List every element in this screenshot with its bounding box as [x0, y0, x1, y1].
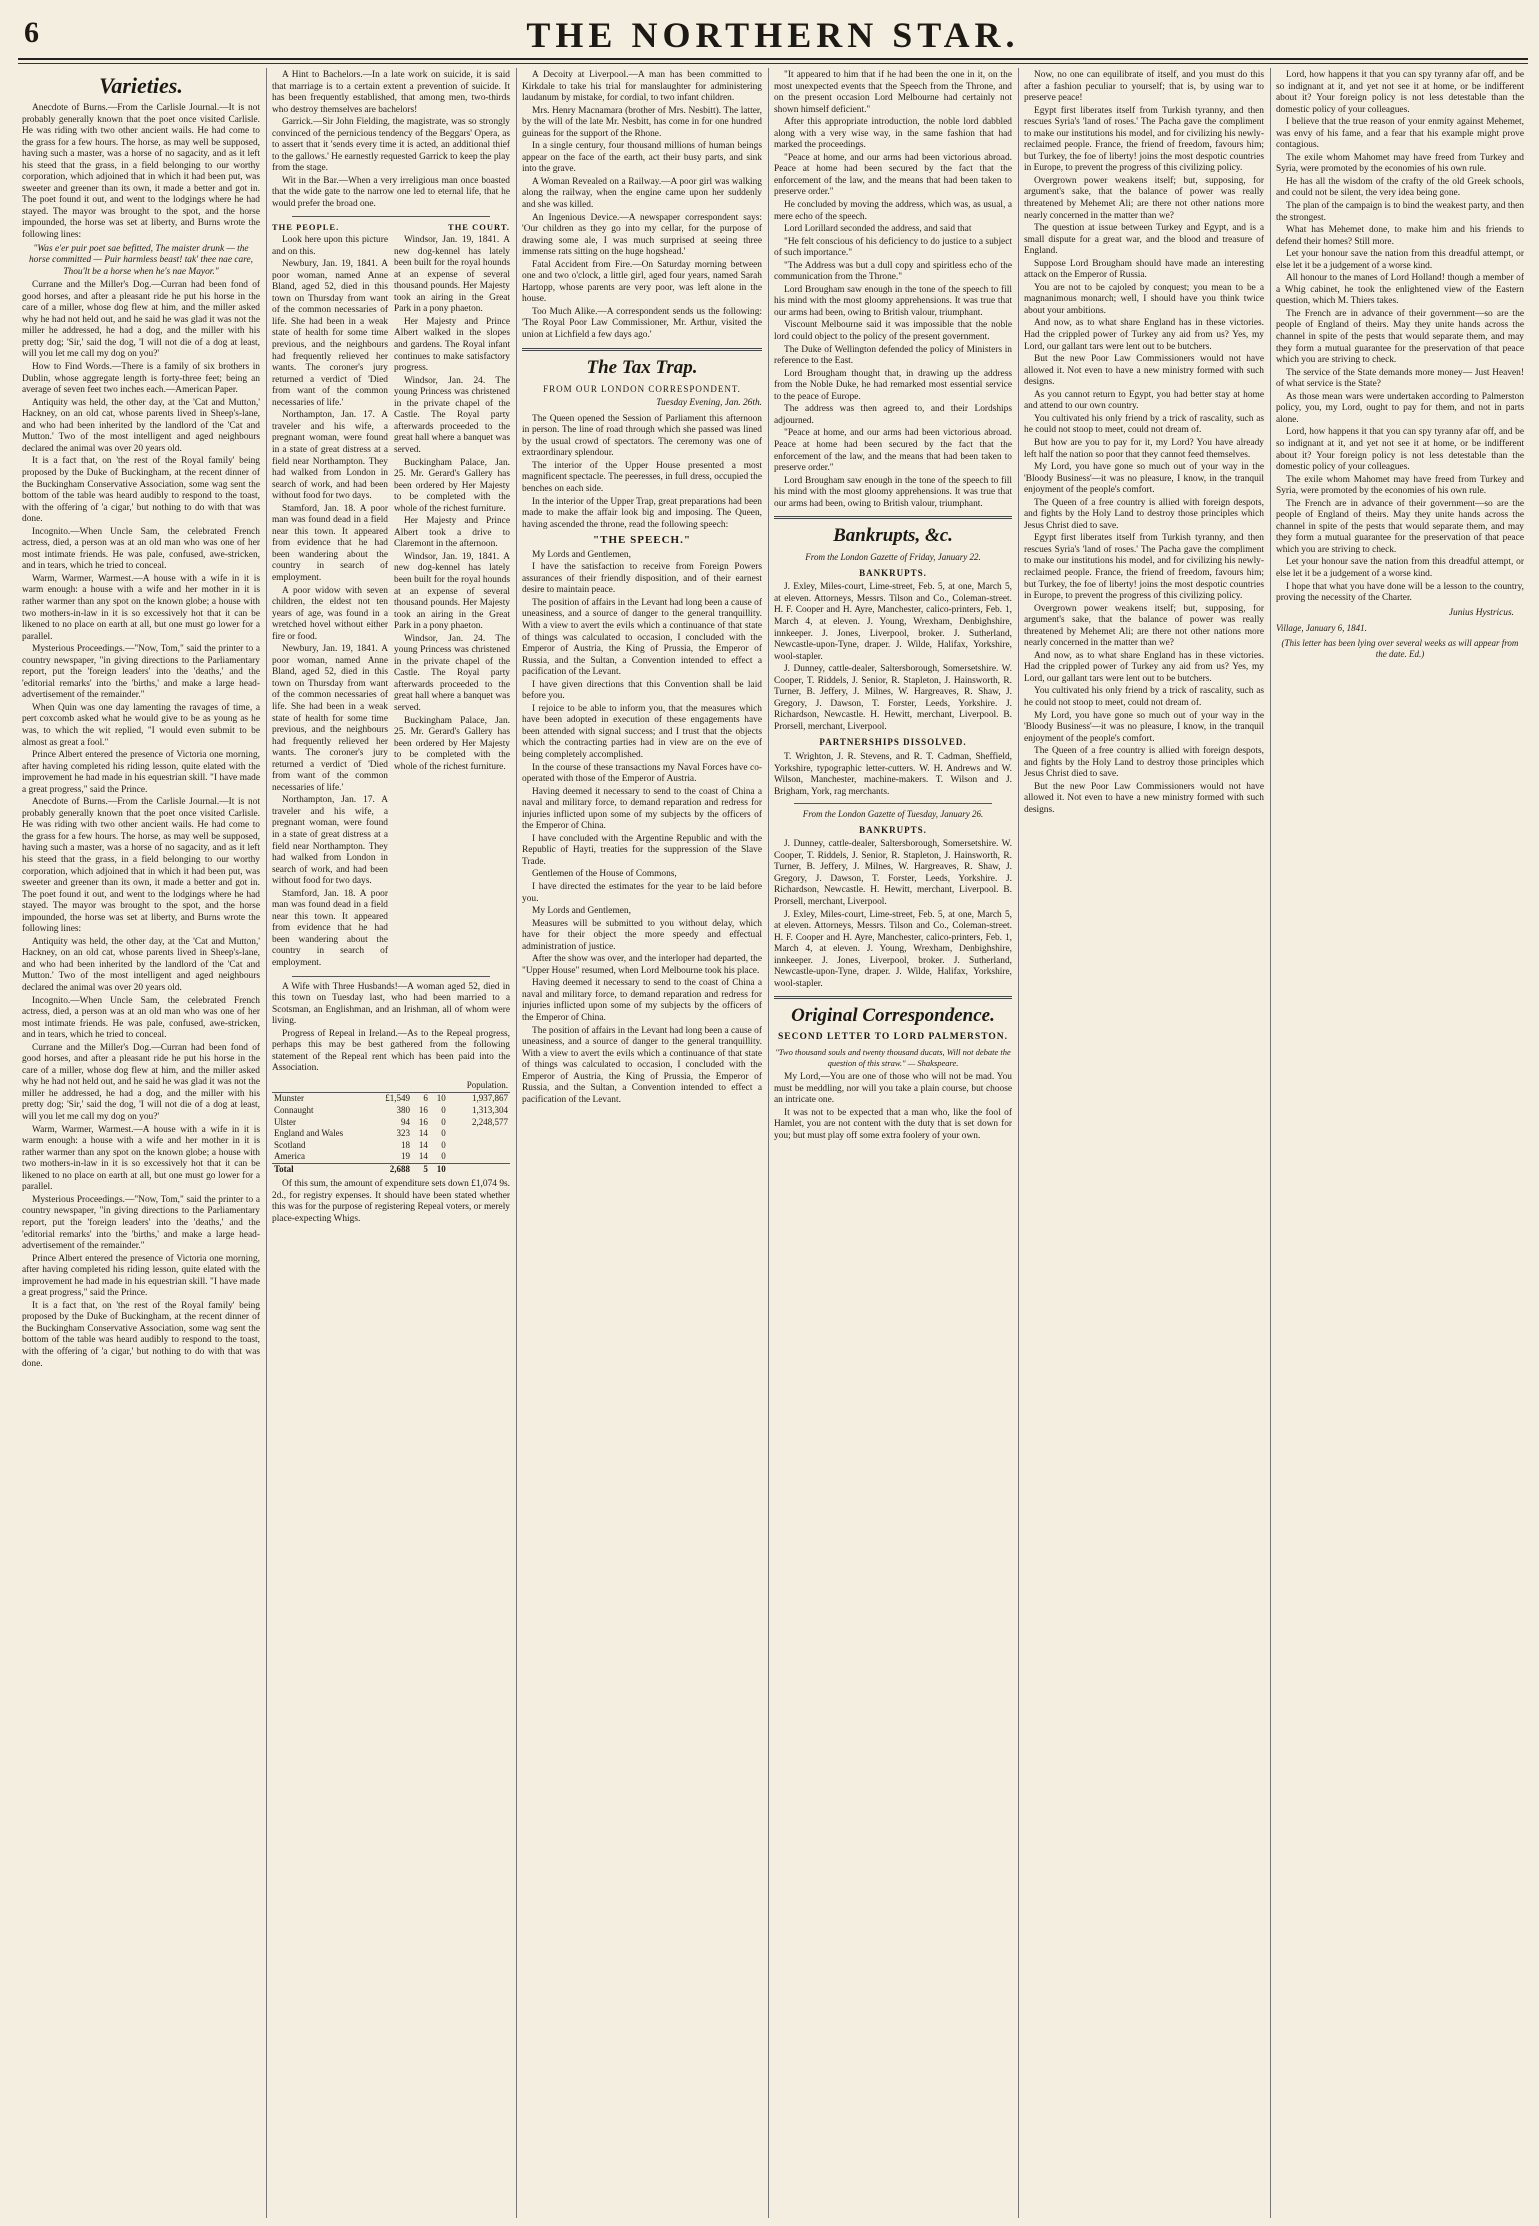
letter-paragraph: The question at issue between Turkey and Egypt, and is a small dispute for a great war, and the blood and treasure of England. — [1024, 223, 1264, 257]
people-item: Stamford, Jan. 18. A poor man was found dead in a field near this town. It appeared from evidence that he had been wandering about the country in search of employment. — [272, 888, 388, 969]
letter-paragraph: The French are in advance of their government—so are the people of England of theirs. May they unite hands across the channel in spite of the pests that would separate them, and may they form a mutual guarantee for the preservation of that peace which you are striving to check. — [1276, 498, 1524, 555]
court-item: Windsor, Jan. 24. The young Princess was christened in the private chapel of the Castle. The Royal party afterwards proceeded to the great hall where a banquet was served. — [394, 375, 510, 455]
letter-paragraph: Overgrown power weakens itself; but, supposing, for argument's sake, that the balance of power was really threatened by Mehemet Ali; are there not other nations more nearly concerned in the matter than we? — [1024, 603, 1264, 649]
column-divider — [1018, 68, 1019, 2218]
letter-paragraph: Suppose Lord Brougham should have made an interesting attack on the Emperor of Russia. — [1024, 258, 1264, 281]
bankrupts-label: BANKRUPTS. — [859, 567, 927, 578]
divider — [292, 216, 490, 217]
article: The address was then agreed to, and their Lordships adjourned. — [774, 404, 1012, 426]
article: Lord Brougham saw enough in the tone of the speech to fill his mind with the most gloomy apprehensions. It was true that our arms had been, owing to British valour, triumphant. — [774, 475, 1012, 509]
heading-court: THE COURT. — [448, 221, 510, 232]
letter-paragraph: You are not to be cajoled by conquest; you mean to be a magnanimous monarch; well, I should have you think twice about your ambitions. — [1024, 282, 1264, 316]
article: Fatal Accident from Fire.—On Saturday morning between one and two o'clock, a little girl, aged four years, named Sarah Hartopp, whose parents are very poor, was left alone in the house. — [522, 259, 762, 305]
bankrupts-list: J. Exley, Miles-court, Lime-street, Feb. 5, at one, March 5, at eleven. Attorneys, Messrs. Tilson and Co., Coleman-street. H. F. Cooper and H. Ayre, Manchester, calico-printers, Feb. 1, March 4, at eleven. J. Young, Wrexham, Denbighshire, innkeeper. J. Jones, Liverpool, broker. J. Sutherland, Newcastle-upon-Tyne, draper. J. Wilde, Halifax, Yorkshire, wool-stapler. — [774, 909, 1012, 989]
letter-paragraph: The French are in advance of their government—so are the people of England of theirs. May they unite hands across the channel in spite of the pests that would separate them, and may they form a mutual guarantee for the preservation of that peace which you are striving to check. — [1276, 308, 1524, 366]
people-item: Northampton, Jan. 17. A traveler and his wife, a pregnant woman, were found in a state of great distress at a field near Northampton. They had walked from London in search of work, and had been without food for two days. — [272, 795, 388, 887]
letter-paragraph: The plan of the campaign is to bind the weakest party, and then the strongest. — [1276, 201, 1524, 223]
letter-paragraph: What has Mehemet done, to make him and his friends to defend their homes? Still more. — [1276, 225, 1524, 247]
article: Wit in the Bar.—When a very irreligious man once boasted that the wide gate to the narrow one led to eternal life, that he would prefer the broad one. — [272, 175, 510, 210]
table-row: America 19 14 0 — [274, 1151, 446, 1162]
speech-paragraph: My Lords and Gentlemen, — [532, 906, 631, 917]
column-1 — [22, 70, 260, 2220]
editor-note: (This letter has been lying over several weeks as will appear from the date. Ed.) — [1281, 637, 1519, 660]
article: Lord Lorillard seconded the address, and said that — [784, 224, 972, 235]
article: In a single century, four thousand millions of human beings appear on the face of the earth, act their busy parts, and sink into the grave. — [522, 141, 762, 175]
speech-paragraph: In the course of these transactions my Naval Forces have co-operated with those of the Emperor of Austria. — [522, 762, 762, 785]
letter-paragraph: The exile whom Mahomet may have freed from Turkey and Syria, were promoted by the economies of his own rule. — [1276, 152, 1524, 175]
speech-paragraph: I have given directions that this Convention shall be laid before you. — [522, 679, 762, 702]
people-item: Stamford, Jan. 18. A poor man was found dead in a field near this town. It appeared from evidence that he had been wandering about the country in search of employment. — [272, 503, 388, 583]
section-heading-correspondence: Original Correspondence. — [791, 1005, 995, 1027]
article: A Decoity at Liverpool.—A man has been committed to Kirkdale to take his trial for manslaughter for administering laudanum by mistake, for cordial, to two infant children. — [522, 70, 762, 104]
bankrupts-list: J. Dunney, cattle-dealer, Saltersborough, Somersetshire. W. Cooper, T. Riddels, J. Senior, R. Stapleton, J. Hainsworth, R. Turner, B. Jeffery, J. Milnes, W. Hargreaves, R. Shaw, J. Gregory, J. Dawson, T. Forster, Leeds, Yorkshire. J. Richardson, Newcastle. H. Hewitt, merchant, Liverpool. B. Prorsell, merchant, Liverpool. — [774, 839, 1012, 907]
article: A Woman Revealed on a Railway.—A poor girl was walking along the railway, when the engine came upon her suddenly and she was killed. — [522, 176, 762, 211]
court-column — [394, 235, 510, 970]
speech-paragraph: I have directed the estimates for the year to be laid before you. — [522, 882, 762, 904]
speech-paragraph: Gentlemen of the House of Commons, — [532, 869, 677, 880]
speech-heading: "THE SPEECH." — [593, 534, 691, 547]
article: A Wife with Three Husbands!—A woman aged 52, died in this town on Tuesday last, who had been married to a Scotsman, an Englishman, and an Irishman, all of whom were living. — [272, 981, 510, 1027]
repeal-rent-table — [272, 1079, 510, 1175]
article: A Hint to Bachelors.—In a late work on suicide, it is said that marriage is to a certain extent a prevention of suicide. It has been frequently established, that among men, two-thirds who destroy themselves are bachelors! — [272, 70, 510, 115]
article: After this appropriate introduction, the noble lord dabbled along with a very wise way, in the same fashion that had marked the proceedings. — [774, 117, 1012, 151]
section-heading-bankrupts: Bankrupts, &c. — [833, 525, 953, 547]
letter-paragraph: Egypt first liberates itself from Turkish tyranny, and then rescues Syria's 'land of roses.' The Pacha gave the compliment to make our institutions his model, and for civilizing his newly-reclaimed people. France, the friend of freedom, favours him; but Turkey, the foe of liberty! joins the most despotic countries in Europe, to prevent the progress of this civilizing policy. — [1024, 105, 1264, 174]
article: Anecdote of Burns.—From the Carlisle Journal.—It is not probably generally known that the poet once visited Carlisle. He was riding with two other ancient wails. He had come to the grass for a few hours. The horse, as may well be supposed, having such a master, was a horse of no sagacity, and as it left his steed that the grass, in a field belonging to our worthy corporation, which adjoined that in which it had been put, was sweeter and greener than its own, it made a better and got in. The poet found it out, and went to the lodgings where he had stayed. The mayor was brought to the spot, and the horse impounded, the horse was set at liberty, and Burns wrote the following lines: — [22, 103, 260, 241]
people-column — [272, 235, 388, 970]
section-rule — [774, 516, 1012, 519]
article: Viscount Melbourne said it was impossible that the noble lord could object to the policy of the present government. — [774, 320, 1012, 343]
divider — [794, 803, 992, 804]
letter-paragraph: Let your honour save the nation from this dreadful attempt, or else let it be a judgement of a worse kind. — [1276, 557, 1524, 579]
article: Antiquity was held, the other day, at the 'Cat and Mutton,' Hackney, on an old cat, whose parents lived in Sheep's-lane, and who had been inherited by the landlord of the 'Cat and Mutton.' Two of the most intelligent and aged neighbours declared the animal was over 20 years old. — [22, 397, 260, 454]
letter-paragraph: As you cannot return to Egypt, you had better stay at home and attend to our own country. — [1024, 389, 1264, 412]
section-rule — [522, 348, 762, 351]
dissolved-list: T. Wrighton, J. R. Stevens, and R. T. Cadman, Sheffield, Yorkshire, typographic letter-cutters. W. H. Andrews and W. Wilson, Manchester, machine-makers. T. Wilson and J. Brigham, York, rag merchants. — [774, 751, 1012, 797]
court-item: Windsor, Jan. 19, 1841. A new dog-kennel has lately been built for the royal hounds at an expense of several thousand pounds. Her Majesty took an airing in the Great Park in a pony phaeton. — [394, 235, 510, 315]
article: "It appeared to him that if he had been the one in it, on the most unexpected events that the Speech from the Throne, and on the present occasion Lord Melbourne had certainly not shown himself deficient." — [774, 70, 1012, 115]
speech-paragraph: Measures will be submitted to you without delay, which have for their object the more speedy and effectual administration of justice. — [522, 918, 762, 952]
article: Prince Albert entered the presence of Victoria one morning, after having completed his riding lesson, quite elated with the improvement he had made in his equestrian skill. "I have made a great progress," said the Prince. — [22, 1253, 260, 1299]
article: Mysterious Proceedings.—"Now, Tom," said the printer to a country newspaper, "in giving directions to the Parliamentary report, put the 'foreign leaders' into the 'deaths,' and the 'editorial remarks' into the 'births,' and make a large head-advertisement of the remainder." — [22, 644, 260, 701]
letter-paragraph: I believe that the true reason of your enmity against Mehemet, was envy of his fame, and a fear that his example might prove contagious. — [1276, 117, 1524, 151]
article: The Duke of Wellington defended the policy of Ministers in reference to the East. — [774, 344, 1012, 367]
newspaper-title: THE NORTHERN STAR. — [526, 15, 1020, 55]
people-item: Look here upon this picture and on this. — [272, 235, 388, 257]
heading-people: THE PEOPLE. — [272, 221, 340, 232]
article: Antiquity was held, the other day, at the 'Cat and Mutton,' Hackney, on an old cat, whose parents lived in Sheep's-lane, and who had been inherited by the landlord of the 'Cat and Mutton.' Two of the most intelligent and aged neighbours declared the animal was over 20 years old. — [22, 936, 260, 994]
letter-paragraph: As those mean wars were undertaken according to Palmerston policy, you, my Lord, ought to pay for them, and not in parts alone. — [1276, 391, 1524, 425]
correspondent-line: FROM OUR LONDON CORRESPONDENT. — [543, 383, 741, 394]
article: Too Much Alike.—A correspondent sends us the following: 'The Royal Poor Law Commissioner, Mr. Arthur, visited the union at Lichfield a few days ago.' — [522, 306, 762, 341]
article: When Quin was one day lamenting the ravages of time, a pert coxcomb asked what he would give to be as young as he was, to which the wit replied, "I would even submit to be almost as great a fool." — [22, 702, 260, 748]
article: "Peace at home, and our arms had been victorious abroad. Peace at home had been secured by the fact that the enforcement of the law, and the means that had been taken to preserve order." — [774, 428, 1012, 474]
people-court-columns — [272, 235, 510, 970]
letter-signature: Junius Hystricus. — [1448, 607, 1514, 618]
article: Warm, Warmer, Warmest.—A house with a wife in it is warm enough: a house with a wife and her mother in it is rather warmer than any spot on the known globe; a house with two mothers-in-law in it is so excessively hot that it can be likened to no place on earth at all, but one must go lower for a parallel. — [22, 1124, 260, 1193]
people-item: Newbury, Jan. 19, 1841. A poor woman, named Anne Bland, aged 52, died in this town on Thursday from want of the common necessaries of life. She had been in a weak state of health for some time previous, and the neighbours had frequently relieved her wants. The coroner's jury returned a verdict of 'Died from want of the common necessaries of life.' — [272, 644, 388, 793]
letter-paragraph: I hope that what you have done will be a lesson to the country, proving the necessity of the Charter. — [1276, 581, 1524, 604]
speech-paragraph: I have the satisfaction to receive from Foreign Powers assurances of their friendly disposition, and of their earnest desire to maintain peace. — [522, 562, 762, 596]
letter-paragraph: Lord, how happens it that you can spy tyranny afar off, and be so indignant at it, and yet not see it at home, or be indifferent about it? Your foreign policy is not less detestable than the domestic policy of your colleagues. — [1276, 70, 1524, 115]
people-item: A poor widow with seven children, the eldest not ten years of age, was found in a wretched hovel without either fire or food. — [272, 585, 388, 642]
court-item: Her Majesty and Prince Albert took a drive to Claremont in the afternoon. — [394, 516, 510, 550]
section-rule — [774, 996, 1012, 999]
column-divider — [266, 68, 267, 2218]
column-divider — [1270, 68, 1271, 2218]
column-divider — [768, 68, 769, 2218]
letter-paragraph: Now, no one can equilibrate of itself, and you must do this after a fashion peculiar to yourself; that is, by using war to preserve peace! — [1024, 70, 1264, 104]
letter-paragraph: Lord, how happens it that you can spy tyranny afar off, and be so indignant at it, and yet not see it at home, or be indifferent about it? Your foreign policy is not less detestable than the domestic policy of your colleagues. — [1276, 427, 1524, 473]
column-6 — [1276, 70, 1524, 2220]
bankrupts-list: J. Exley, Miles-court, Lime-street, Feb. 5, at one, March 5, at eleven. Attorneys, Messrs. Tilson and Co., Coleman-street. H. F. Cooper and H. Ayre, Manchester, calico-printers, Feb. 1, March 4, at eleven. J. Young, Wrexham, Denbighshire, innkeeper. J. Jones, Liverpool, broker. J. Sutherland, Newcastle-upon-Tyne, draper. J. Wilde, Halifax, Yorkshire, wool-stapler. — [774, 582, 1012, 662]
article: "He felt conscious of his deficiency to do justice to a subject of such importance." — [774, 236, 1012, 259]
article: Mysterious Proceedings.—"Now, Tom," said the printer to a country newspaper, "in giving directions to the Parliamentary report, put the 'foreign leaders' into the 'deaths,' and the 'editorial remarks' into the 'births,' and make a large head-advertisement of the remainder." — [22, 1194, 260, 1252]
article: Of this sum, the amount of expenditure sets down £1,074 9s. 2d., for registry expenses. It should have been stated whether this was for the purpose of registering Repeal voters, or merely place-expecting Whigs. — [272, 1179, 510, 1224]
article: Warm, Warmer, Warmest.—A house with a wife in it is warm enough: a house with a wife and her mother in it is rather warmer than any spot on the known globe; a house with two mothers-in-law in it is so excessively hot that it can be likened to no place on earth at all, but one must go lower for a parallel. — [22, 573, 260, 642]
letter-paragraph: But the new Poor Law Commissioners would not have allowed it. Not even to have a new ministry formed with such designs. — [1024, 781, 1264, 815]
article: An Ingenious Device.—A newspaper correspondent says: 'Our children as they go into my cellar, for the purpose of drawing some ale, I was much surprised at seeing three immense rats sitting on the huge hogshead.' — [522, 212, 762, 258]
letter-title: SECOND LETTER TO LORD PALMERSTON. — [778, 1032, 1008, 1043]
column-5 — [1024, 70, 1264, 2220]
letter-paragraph: You cultivated his only friend by a trick of rascality, such as he could not stoop to meet, could not dream of. — [1024, 686, 1264, 708]
article: Incognito.—When Uncle Sam, the celebrated French actress, died, a person was at an old man who was one of her most intimate friends. He was pale, confused, awe-stricken, and in tears, which he tried to conceal. — [22, 995, 260, 1041]
speech-paragraph: I have concluded with the Argentine Republic and with the Republic of Hayti, treaties for the suppression of the Slave Trade. — [522, 833, 762, 867]
table-header: Population. — [448, 1079, 510, 1093]
article: Garrick.—Sir John Fielding, the magistrate, was so strongly convinced of the pernicious tendency of the Beggars' Opera, as to assert that it 'sends every time it is acted, an additional thief to the gallows.' He earnestly requested Garrick to keep the play from the stage. — [272, 117, 510, 174]
section-heading-tax-trap: The Tax Trap. — [586, 356, 698, 378]
letter-paragraph: It was not to be expected that a man who, like the fool of Hamlet, you are not content with the duty that is set down for you; but must play off some extra foolery of your own. — [774, 1107, 1012, 1141]
column-divider — [516, 68, 517, 2218]
article: It is a fact that, on 'the rest of the Royal family' being proposed by the Duke of Buckingham, at the recent dinner of the Buckingham Conservative Association, some wag sent the bottom of the table was heard audibly to respond to the toast, with the offering of 'a cigar,' but nothing to do with that was done. — [22, 1300, 260, 1369]
column-3 — [522, 70, 762, 2220]
article: In the interior of the Upper Trap, great preparations had been made to make the affair look big and imposing. The Queen, having ascended the throne, read the following speech: — [522, 496, 762, 530]
article: How to Find Words.—There is a family of six brothers in Dublin, whose aggregate length is forty-three feet; being an average of seven feet two inches each.—American Paper. — [22, 362, 260, 396]
letter-paragraph: The Queen of a free country is allied with foreign despots, and fights by the Holy Land to destroy those principles which Jesus Christ died to save. — [1024, 746, 1264, 780]
letter-paragraph: Overgrown power weakens itself; but, supposing, for argument's sake, that the balance of power was really threatened by Mehemet Ali; are there not other nations more nearly concerned in the matter than we? — [1024, 175, 1264, 221]
article: "Peace at home, and our arms had been victorious abroad. Peace at home had been secured by the fact that the enforcement of the law, and the means that had been taken to preserve order." — [774, 152, 1012, 198]
article: Currane and the Miller's Dog.—Curran had been fond of good horses, and after a pleasant ride he put his horse in the care of a miller, whose dog flew at him, and the miller asked why he had not held out, and he said he was glad it was not the miller he addressed, he had a dog, and the miller with his pretty dog; 'Sir,' said the dog, 'I will not die of a dog at least, will you let me call my dog on you?' — [22, 280, 260, 360]
letter-dateline: Village, January 6, 1841. — [1276, 623, 1367, 634]
speech-paragraph: After the show was over, and the interloper had departed, the "Upper House" resumed, when Lord Melbourne took his place. — [522, 954, 762, 976]
masthead-rule — [18, 63, 1528, 64]
article: It is a fact that, on 'the rest of the Royal family' being proposed by the Duke of Buckingham, at the recent dinner of the Buckingham Conservative Association, some wag sent the bottom of the table was heard audibly to respond to the toast, with the offering of 'a cigar,' but nothing to do with that was done. — [22, 456, 260, 525]
speech-paragraph: The position of affairs in the Levant had long been a cause of uneasiness, and a source of danger to the general tranquillity. With a view to avert the evils which a continuance of that state of things was calculated to occasion, I concluded with the Emperor of Austria, the King of Prussia, the Emperor of Russia, and the Sultan, a Convention intended to effect a pacification of the Levant. — [522, 597, 762, 678]
page-number: 6 — [24, 16, 39, 49]
table-row: Connaught 380 16 0 1,313,304 — [274, 1105, 508, 1116]
people-court-heading — [272, 222, 510, 234]
letter-paragraph: And now, as to what share England has in these victories. Had the crippled power of Turkey any aid from us? Yes, my Lord, our gallant tars were lent out to be butchers. — [1024, 650, 1264, 684]
article: "The Address was but a dull copy and spiritless echo of the communication from the Throne." — [774, 260, 1012, 283]
article: Progress of Repeal in Ireland.—As to the Repeal progress, perhaps this may be best gathered from the following statement of the Repeal rent which has been paid into the Association. — [272, 1028, 510, 1074]
article: He concluded by moving the address, which was, as usual, a mere echo of the speech. — [774, 200, 1012, 222]
speech-paragraph: Having deemed it necessary to send to the coast of China a naval and military force, to demand reparation and redress for injuries inflicted upon some of my subjects by the officers of the Emperor of China. — [522, 978, 762, 1024]
article: Currane and the Miller's Dog.—Curran had been fond of good horses, and after a pleasant ride he put his horse in the care of a miller, whose dog flew at him, and the miller asked why he had not held out, and he said he was glad it was not the miller he addressed, he had a dog, and the miller with his pretty dog; 'Sir,' said the dog, 'I will not die of a dog at least, will you let me call my dog on you?' — [22, 1042, 260, 1123]
bankrupts-label: BANKRUPTS. — [859, 824, 927, 835]
court-item: Her Majesty and Prince Albert walked in the slopes and gardens. The Royal infant continues to make satisfactory progress. — [394, 316, 510, 374]
gazette-line: From the London Gazette of Tuesday, January 26. — [802, 809, 984, 820]
letter-paragraph: Let your honour save the nation from this dreadful attempt, or else let it be a judgement of a worse kind. — [1276, 249, 1524, 271]
letter-paragraph: Egypt first liberates itself from Turkish tyranny, and then rescues Syria's 'land of roses.' The Pacha gave the compliment to make our institutions his model, and for civilizing his newly-reclaimed people. France, the friend of freedom, favours him; but Turkey, the foe of liberty! joins the most despotic countries in Europe, to prevent the progress of this civilizing policy. — [1024, 533, 1264, 602]
divider — [292, 976, 490, 977]
dissolved-label: PARTNERSHIPS DISSOLVED. — [819, 737, 967, 748]
dateline: Tuesday Evening, Jan. 26th. — [656, 398, 762, 409]
letter-paragraph: My Lord, you have gone so much out of your way in the 'Bloody Business'—it was no pleasure, I know, in the tranquil enjoyment of the people's comfort. — [1024, 710, 1264, 744]
letter-paragraph: You cultivated his only friend by a trick of rascality, such as he could not stoop to meet, could not dream of. — [1024, 413, 1264, 436]
letter-paragraph: But how are you to pay for it, my Lord? You have already left half the nation so poor that they cannot feed themselves. — [1024, 437, 1264, 460]
court-item: Buckingham Palace, Jan. 25. Mr. Gerard's Gallery has been ordered by Her Majesty to be completed with the whole of the richest furniture. — [394, 715, 510, 772]
speech-paragraph: The position of affairs in the Levant had long been a cause of uneasiness, and a source of danger to the general tranquillity. With a view to avert the evils which a continuance of that state of things was calculated to occasion, I concluded with the Emperor of Austria, the King of Prussia, the Emperor of Russia, and the Sultan, a Convention intended to effect a pacification of the Levant. — [522, 1025, 762, 1105]
people-item: Newbury, Jan. 19, 1841. A poor woman, named Anne Bland, aged 52, died in this town on Thursday from want of the common necessaries of life. She had been in a weak state of health for some time previous, and the neighbours had frequently relieved her wants. The coroner's jury returned a verdict of 'Died from want of the common necessaries of life.' — [272, 259, 388, 408]
letter-paragraph: My Lord, you have gone so much out of your way in the 'Bloody Business'—it was no pleasure, I know, in the tranquil enjoyment of the people's comfort. — [1024, 462, 1264, 496]
masthead — [18, 12, 1528, 60]
section-heading-varieties: Varieties. — [99, 73, 183, 98]
letter-paragraph: The Queen of a free country is allied with foreign despots, and fights by the Holy Land to destroy those principles which Jesus Christ died to save. — [1024, 497, 1264, 531]
column-2 — [272, 70, 510, 2220]
table-row: Ulster 94 16 0 2,248,577 — [274, 1116, 508, 1127]
article: Lord Brougham saw enough in the tone of the speech to fill his mind with the most gloomy apprehensions. It was true that our arms had been, owing to British valour, triumphant. — [774, 284, 1012, 318]
article: Anecdote of Burns.—From the Carlisle Journal.—It is not probably generally known that the poet once visited Carlisle. He was riding with two other ancient wails. He had come to the grass for a few hours. The horse, as may well be supposed, having such a master, was a horse of no sagacity, and as it left his steed that the grass, in a field belonging to our worthy corporation, which adjoined that in which it had been put, was sweeter and greener than its own, it made a better and got in. The poet found it out, and went to the lodgings where he had stayed. The mayor was brought to the spot, and the horse impounded, the horse was set at liberty, and Burns wrote the following lines: — [22, 797, 260, 935]
speech-paragraph: I rejoice to be able to inform you, that the measures which have been adopted in execution of these engagements have been attended with signal success; and I trust that the objects which the contracting parties had in view are on the eve of being completely accomplished. — [522, 703, 762, 760]
court-item: Buckingham Palace, Jan. 25. Mr. Gerard's Gallery has been ordered by Her Majesty to be completed with the whole of the richest furniture. — [394, 457, 510, 514]
article: Prince Albert entered the presence of Victoria one morning, after having completed his riding lesson, quite elated with the improvement he had made in his equestrian skill. "I have made a great progress," said the Prince. — [22, 750, 260, 795]
letter-paragraph: And now, as to what share England has in these victories. Had the crippled power of Turkey any aid from us? Yes, my Lord, our gallant tars were lent out to be butchers. — [1024, 318, 1264, 352]
table-row: England and Wales 323 14 0 — [274, 1128, 446, 1139]
article: The Queen opened the Session of Parliament this afternoon in person. The line of road through which she passed was lined by the usual crowd of spectators. The ceremony was one of extraordinary splendour. — [522, 413, 762, 459]
letter-paragraph: The exile whom Mahomet may have freed from Turkey and Syria, were promoted by the economies of his own rule. — [1276, 474, 1524, 497]
article: Incognito.—When Uncle Sam, the celebrated French actress, died, a person was at an old man who was one of her most intimate friends. He was pale, confused, awe-stricken, and in tears, which he tried to conceal. — [22, 526, 260, 572]
letter-paragraph: All honour to the manes of Lord Holland! though a member of a Whig cabinet, he took the enlightened view of the Eastern question, which M. Thiers takes. — [1276, 273, 1524, 307]
court-item: Windsor, Jan. 24. The young Princess was christened in the private chapel of the Castle. The Royal party afterwards proceeded to the great hall where a banquet was served. — [394, 633, 510, 713]
table-row: Munster £1,549 6 10 1,937,867 — [274, 1093, 508, 1104]
table-row: Scotland 18 14 0 — [274, 1139, 446, 1150]
bankrupts-list: J. Dunney, cattle-dealer, Saltersborough, Somersetshire. W. Cooper, T. Riddels, J. Senior, R. Stapleton, J. Hainsworth, R. Turner, B. Jeffery, J. Milnes, W. Hargreaves, R. Shaw, J. Gregory, J. Dawson, T. Forster, Leeds, Yorkshire. J. Richardson, Newcastle. H. Hewitt, merchant, Liverpool. B. Prorsell, merchant, Liverpool. — [774, 664, 1012, 732]
article: Mrs. Henry Macnamara (brother of Mrs. Nesbitt). The latter, by the will of the late Mr. Nesbitt, has come in for one hundred guineas for the support of the Rhone. — [522, 105, 762, 139]
speech-paragraph: My Lords and Gentlemen, — [532, 549, 631, 560]
article: Lord Brougham thought that, in drawing up the address from the Noble Duke, he had remarked most essential service to the peace of Europe. — [774, 368, 1012, 402]
column-4 — [774, 70, 1012, 2220]
letter-paragraph: He has all the wisdom of the crafty of the old Greek schools, and could not be silent, the very idea being gone. — [1276, 176, 1524, 199]
table-total-row: Total 2,688 5 10 — [272, 1163, 510, 1175]
people-item: Northampton, Jan. 17. A traveler and his wife, a pregnant woman, were found in a state of great distress at a field near Northampton. They had walked from London in search of work, and had been without food for two days. — [272, 410, 388, 502]
letter-paragraph: But the new Poor Law Commissioners would not have allowed it. Not even to have a new ministry formed with such designs. — [1024, 354, 1264, 388]
letter-epigraph: "Two thousand souls and twenty thousand ducats, Will not debate the question of this straw." — Shakspeare. — [775, 1046, 1011, 1069]
letter-paragraph: The service of the State demands more money— Just Heaven! of what service is the State? — [1276, 367, 1524, 390]
letter-paragraph: My Lord,—You are one of those who will not be mad. You must be meddling, nor will you take a plain course, but choose an intricate one. — [774, 1072, 1012, 1106]
gazette-line: From the London Gazette of Friday, January 22. — [805, 552, 981, 563]
court-item: Windsor, Jan. 19, 1841. A new dog-kennel has lately been built for the royal hounds at an expense of several thousand pounds. Her Majesty took an airing in the Great Park in a pony phaeton. — [394, 551, 510, 632]
article: The interior of the Upper House presented a most magnificent spectacle. The peeresses, in full dress, occupied the benches on each side. — [522, 460, 762, 494]
speech-paragraph: Having deemed it necessary to send to the coast of China a naval and military force, to demand reparation and redress for injuries inflicted upon some of my subjects by the officers of the Emperor of China. — [522, 786, 762, 832]
verse: "Was e'er puir poet sae befitted, The maister drunk — the horse committed — Puir harmless beast! tak' thee nae care, Thou'lt be a horse when he's nae Mayor." — [28, 243, 253, 277]
